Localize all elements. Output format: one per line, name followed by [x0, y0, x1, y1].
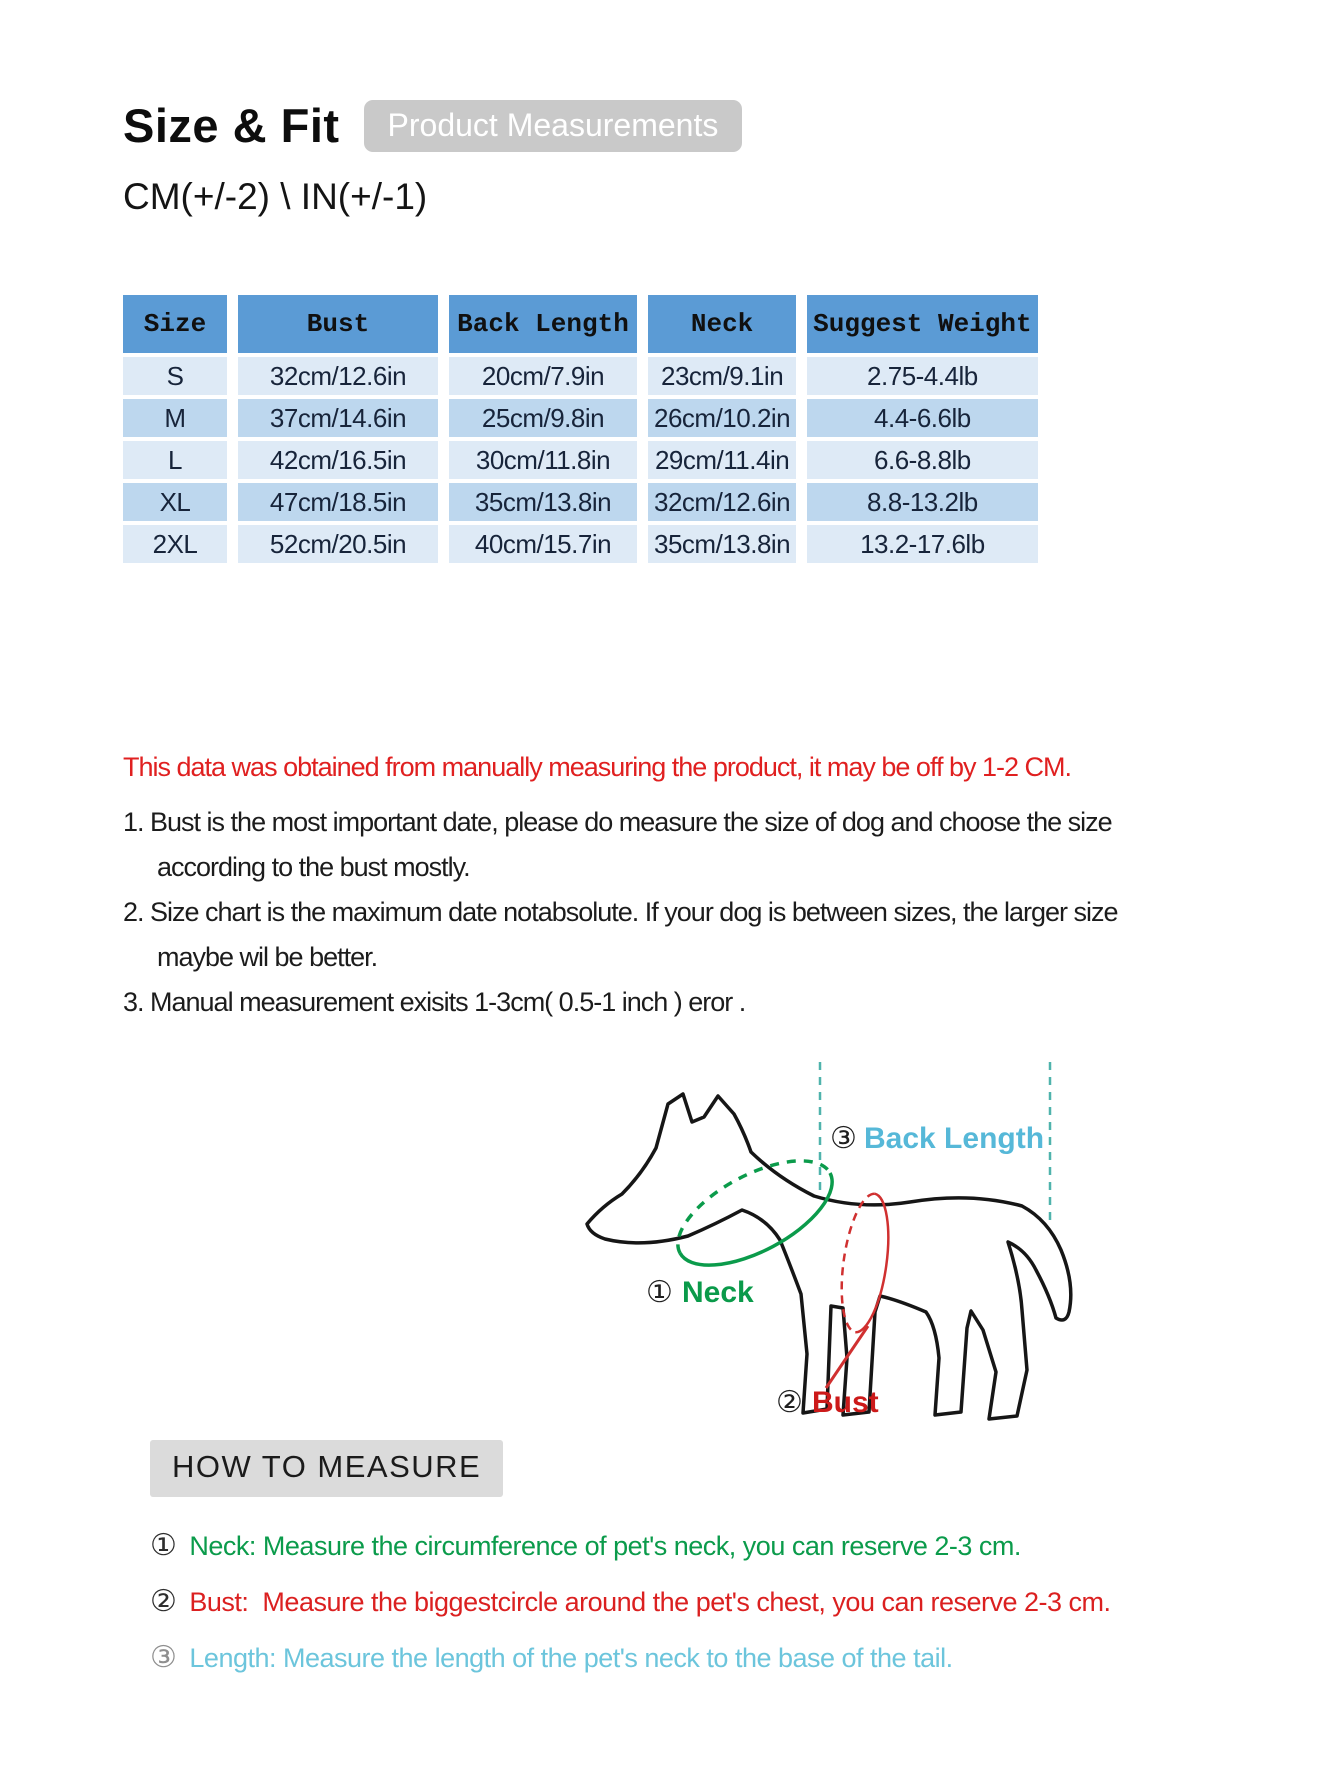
table-cell: 32cm/12.6in [648, 483, 796, 521]
step-text-length: Length: Measure the length of the pet's neck to the base of the tail. [189, 1643, 953, 1673]
measure-step-bust [150, 1584, 1111, 1619]
bust-label: Bust [812, 1386, 879, 1419]
bust-number: ② [776, 1386, 803, 1419]
table-cell: 26cm/10.2in [648, 399, 796, 437]
note-1: 1. Bust is the most important date, please do measure the size of dog and choose the size according to the bust mostly. [123, 807, 1112, 882]
table-row-s [123, 357, 1038, 395]
table-cell: 30cm/11.8in [449, 441, 637, 479]
table-row-2xl [123, 525, 1038, 563]
table-cell: M [123, 399, 227, 437]
table-row-l [123, 441, 1038, 479]
table-cell: 23cm/9.1in [648, 357, 796, 395]
step-number-2: ② [150, 1585, 177, 1618]
table-cell: 40cm/15.7in [449, 525, 637, 563]
measure-step-length [150, 1640, 1111, 1675]
note-3: 3. Manual measurement exisits 1-3cm( 0.5-1 inch ) eror . [123, 987, 746, 1017]
table-cell: 20cm/7.9in [449, 357, 637, 395]
how-to-measure-heading: HOW TO MEASURE [150, 1440, 503, 1497]
step-text-bust: Bust: Measure the biggestcircle around the pet's chest, you can reserve 2-3 cm. [189, 1587, 1111, 1617]
column-header-size: Size [123, 295, 227, 353]
back-length-number: ③ [830, 1122, 857, 1155]
column-header-bust: Bust [238, 295, 438, 353]
table-cell: XL [123, 483, 227, 521]
header [123, 98, 742, 153]
table-cell: 2XL [123, 525, 227, 563]
back-length-label: Back Length [864, 1122, 1045, 1155]
table-row-xl [123, 483, 1038, 521]
product-measurements-badge: Product Measurements [364, 100, 743, 152]
column-header-neck: Neck [648, 295, 796, 353]
table-cell: 6.6-8.8lb [807, 441, 1037, 479]
measure-steps [150, 1528, 1111, 1675]
table-cell: 42cm/16.5in [238, 441, 438, 479]
neck-label: Neck [682, 1276, 754, 1309]
sizing-notes [123, 800, 1158, 1025]
size-chart-table [112, 291, 1049, 567]
table-header-row [123, 295, 1038, 353]
note-2: 2. Size chart is the maximum date notabsolute. If your dog is between sizes, the larger size maybe wil be better. [123, 897, 1118, 972]
table-cell: 8.8-13.2lb [807, 483, 1037, 521]
table-row-m [123, 399, 1038, 437]
step-number-1: ① [150, 1529, 177, 1562]
table-cell: 25cm/9.8in [449, 399, 637, 437]
table-cell: 52cm/20.5in [238, 525, 438, 563]
table-cell: 47cm/18.5in [238, 483, 438, 521]
table-cell: S [123, 357, 227, 395]
dog-diagram-svg [530, 1058, 1090, 1438]
column-header-back-length: Back Length [449, 295, 637, 353]
measurement-disclaimer: This data was obtained from manually measuring the product, it may be off by 1-2 CM. [123, 752, 1071, 782]
step-number-3: ③ [150, 1641, 177, 1674]
table-cell: 35cm/13.8in [449, 483, 637, 521]
page-title: Size & Fit [123, 99, 340, 152]
neck-number: ① [646, 1276, 673, 1309]
table-cell: 32cm/12.6in [238, 357, 438, 395]
dog-measurement-diagram [530, 1058, 1090, 1438]
tolerance-note: CM(+/-2) \ IN(+/-1) [123, 176, 428, 217]
table-cell: 29cm/11.4in [648, 441, 796, 479]
table-cell: 37cm/14.6in [238, 399, 438, 437]
table-cell: 13.2-17.6lb [807, 525, 1037, 563]
measure-step-neck [150, 1528, 1111, 1563]
step-text-neck: Neck: Measure the circumference of pet's neck, you can reserve 2-3 cm. [189, 1531, 1021, 1561]
table-cell: 35cm/13.8in [648, 525, 796, 563]
column-header-suggest-weight: Suggest Weight [807, 295, 1037, 353]
table-cell: 2.75-4.4lb [807, 357, 1037, 395]
table-cell: L [123, 441, 227, 479]
table-cell: 4.4-6.6lb [807, 399, 1037, 437]
